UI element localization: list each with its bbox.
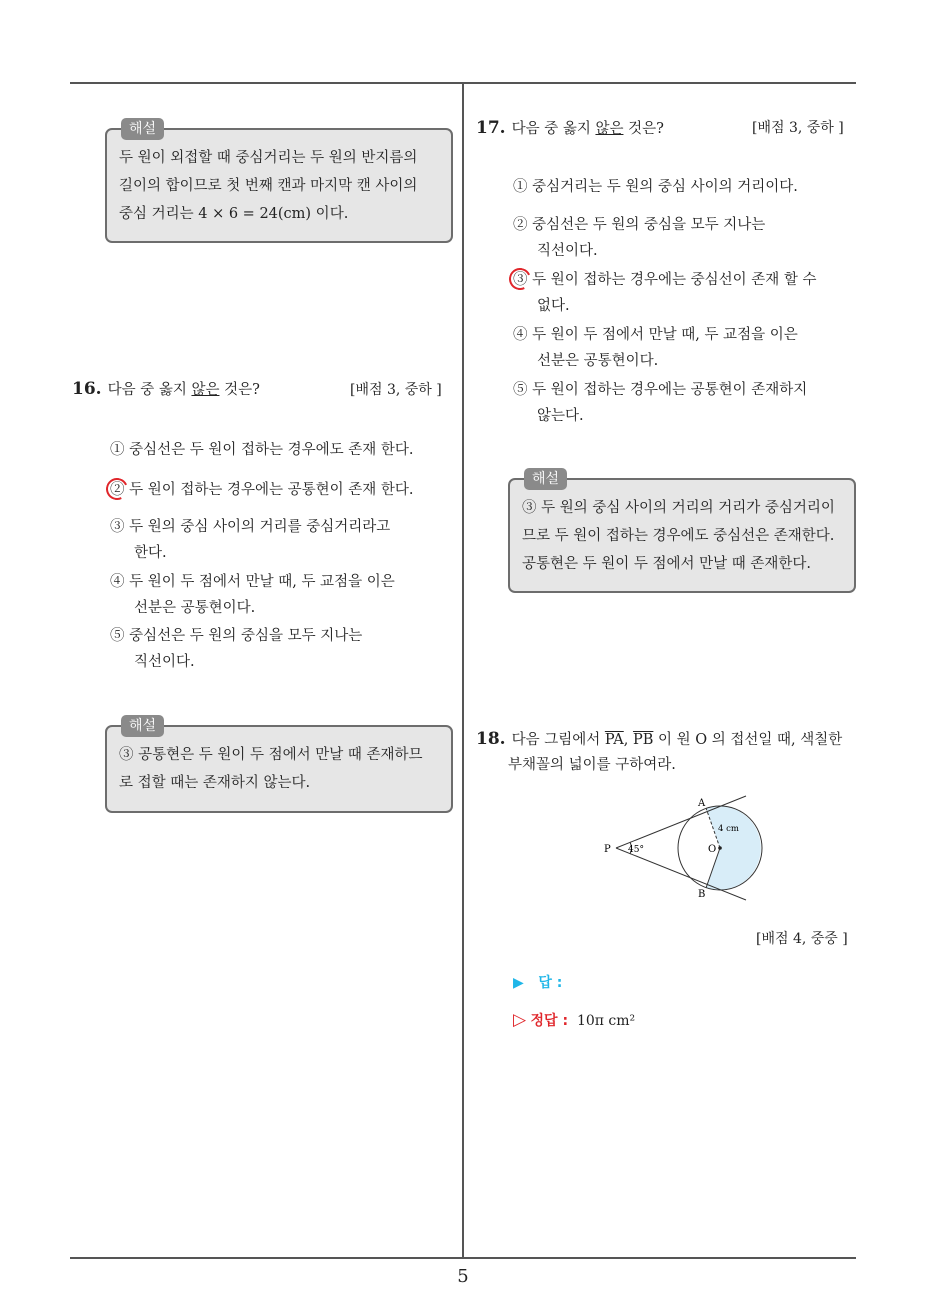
explanation-tag: 해설: [121, 118, 164, 140]
explanation-line: 공통현은 두 원이 두 점에서 만날 때 존재한다.: [522, 556, 811, 572]
answer-label: 답 :: [538, 975, 563, 991]
explanation-line: 길이의 합이므로 첫 번째 캔과 마지막 캔 사이의: [119, 178, 418, 194]
q18-score: [배점 4, 중중 ]: [756, 931, 848, 947]
option-mark: ③: [513, 272, 528, 288]
option-text: 두 원이 접하는 경우에는 공통현이 존재하지: [532, 382, 808, 398]
option-mark: ②: [513, 217, 528, 233]
stem-text: 것은?: [219, 382, 260, 398]
q17-option-2[interactable]: [513, 212, 765, 264]
explanation-line: 므로 두 원이 접하는 경우에도 중심선은 존재한다.: [522, 528, 835, 544]
correct-value: 10π cm²: [576, 1013, 636, 1029]
correct-answer-line: [513, 1010, 635, 1030]
explanation-line: ③ 두 원의 중심 사이의 거리의 거리가 중심거리이: [522, 500, 835, 516]
option-text-cont: 한다.: [134, 545, 167, 561]
option-mark: ②: [110, 482, 125, 498]
option-text-cont: 없다.: [537, 298, 570, 314]
stem-text: 이 원 O 의 접선일 때, 색칠한: [653, 732, 843, 748]
explanation-tag: 해설: [524, 468, 567, 490]
answer-arrow-icon: ▶: [513, 975, 524, 991]
q17-option-4[interactable]: [513, 322, 798, 374]
label-a: A: [698, 798, 706, 809]
option-text-cont: 선분은 공통현이다.: [537, 353, 659, 369]
answer-line: [513, 972, 562, 992]
explanation-line: 두 원이 외접할 때 중심거리는 두 원의 반지름의: [119, 150, 418, 166]
bottom-rule: [70, 1257, 856, 1259]
stem-text: 것은?: [623, 121, 664, 137]
question-number: 16.: [72, 379, 102, 399]
center-point: [718, 846, 722, 850]
q16-score: [배점 3, 중하 ]: [350, 382, 442, 398]
explanation-line: 로 접할 때는 존재하지 않는다.: [119, 775, 311, 791]
option-text: 두 원이 접하는 경우에는 공통현이 존재 한다.: [129, 482, 414, 498]
option-mark: ④: [110, 574, 125, 590]
stem-underlined: 않은: [191, 382, 220, 398]
q17-option-3[interactable]: [513, 267, 817, 319]
q18-stem-line2: 부채꼴의 넓이를 구하여라.: [508, 757, 676, 773]
label-p: P: [604, 844, 611, 855]
label-b: B: [698, 889, 706, 900]
option-text-cont: 직선이다.: [537, 243, 598, 259]
q16-option-3[interactable]: [110, 514, 390, 566]
tangent-circle-figure: [596, 790, 776, 905]
stem-text: 다음 그림에서: [511, 732, 605, 748]
question-number: 18.: [476, 729, 506, 749]
q16-option-2[interactable]: [110, 477, 414, 503]
q16-option-1[interactable]: [110, 437, 414, 463]
stem-text: ,: [623, 732, 633, 748]
angle-label: 45°: [628, 845, 644, 855]
q17-option-5[interactable]: [513, 377, 807, 429]
segment-pb: $\overline{PB}$: [632, 732, 654, 748]
option-text: 두 원의 중심 사이의 거리를 중심거리라고: [129, 519, 391, 535]
column-divider: [462, 83, 464, 1258]
question-number: 17.: [476, 118, 506, 138]
option-text-cont: 직선이다.: [134, 654, 195, 670]
option-mark: ③: [110, 519, 125, 535]
q17-explanation-box: [508, 471, 856, 593]
option-text: 중심선은 두 원의 중심을 모두 지나는: [129, 628, 363, 644]
q17-option-1[interactable]: [513, 174, 798, 200]
q16-stem: [72, 378, 260, 401]
option-text: 두 원이 두 점에서 만날 때, 두 교점을 이은: [532, 327, 798, 343]
option-mark: ①: [513, 179, 528, 195]
q16-explanation-box: [105, 718, 453, 813]
option-text: 중심선은 두 원의 중심을 모두 지나는: [532, 217, 766, 233]
stem-text: 다음 중 옳지: [107, 382, 192, 398]
stem-underlined: 않은: [595, 121, 624, 137]
page-number: 5: [457, 1266, 469, 1287]
segment-pa: $\overline{PA}$: [604, 732, 624, 748]
option-text-cont: 선분은 공통현이다.: [134, 600, 256, 616]
explanation-tag: 해설: [121, 715, 164, 737]
q16-option-4[interactable]: [110, 569, 395, 621]
explanation-line: 중심 거리는 4 × 6 = 24(cm) 이다.: [119, 206, 349, 222]
option-mark: ⑤: [110, 628, 125, 644]
q18-stem: [476, 728, 842, 751]
q16-option-5[interactable]: [110, 623, 362, 675]
option-mark: ④: [513, 327, 528, 343]
option-text: 두 원이 두 점에서 만날 때, 두 교점을 이은: [129, 574, 395, 590]
q17-score: [배점 3, 중하 ]: [752, 120, 844, 136]
stem-text: 다음 중 옳지: [511, 121, 596, 137]
option-text-cont: 않는다.: [537, 408, 584, 424]
option-text: 중심선은 두 원이 접하는 경우에도 존재 한다.: [129, 442, 414, 458]
option-text: 두 원이 접하는 경우에는 중심선이 존재 할 수: [532, 272, 817, 288]
label-o: O: [708, 844, 717, 855]
correct-label: 정답 :: [530, 1013, 569, 1029]
q15-explanation-box: [105, 121, 453, 243]
radius-label: 4 cm: [718, 824, 739, 834]
option-text: 중심거리는 두 원의 중심 사이의 거리이다.: [532, 179, 798, 195]
correct-arrow-icon: ▷: [513, 1010, 527, 1030]
q17-stem: [476, 117, 664, 140]
option-mark: ①: [110, 442, 125, 458]
explanation-line: ③ 공통현은 두 원이 두 점에서 만날 때 존재하므: [119, 747, 423, 763]
option-mark: ⑤: [513, 382, 528, 398]
